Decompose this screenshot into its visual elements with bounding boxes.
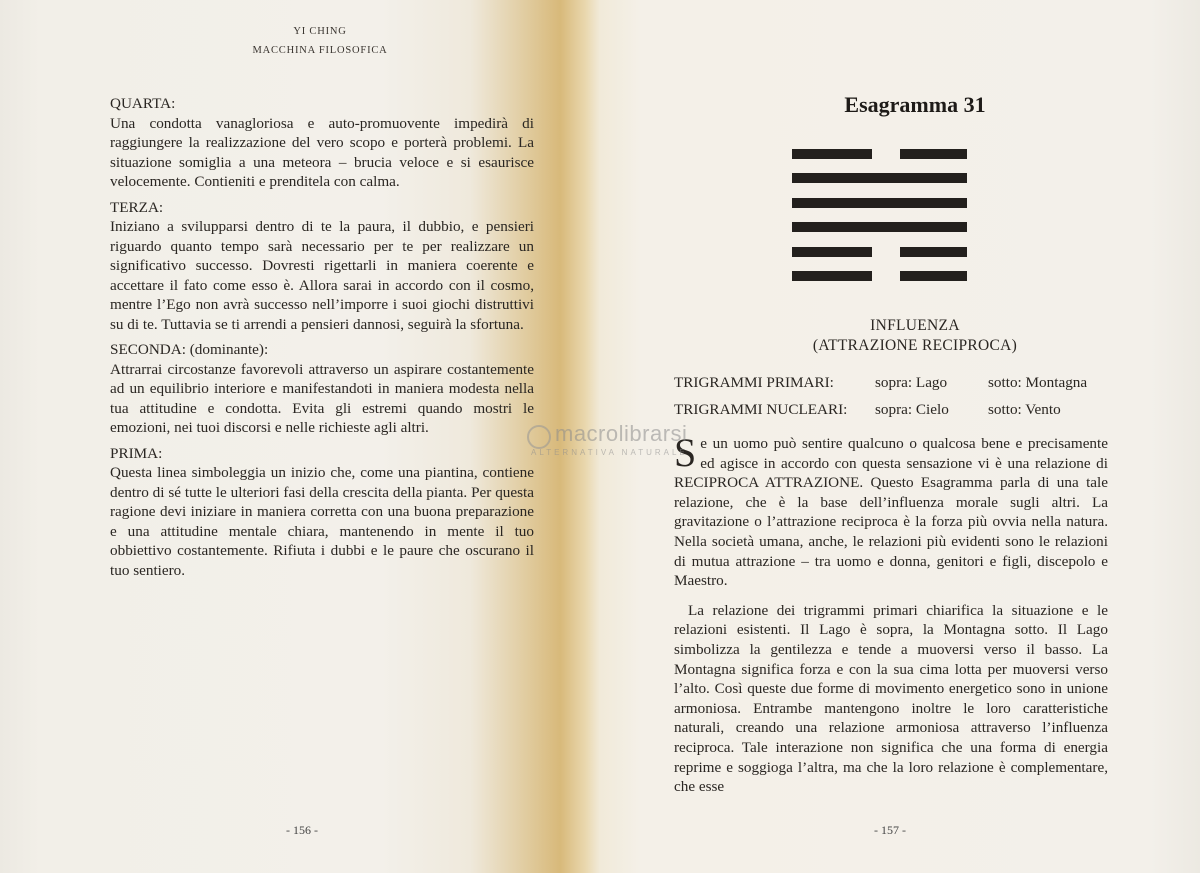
- trigram-table: [674, 369, 1134, 423]
- hexagram-broken-segment: [792, 247, 872, 257]
- page-number-left: - 156 -: [286, 823, 318, 837]
- right-page-body: [674, 430, 1108, 807]
- hexagram-broken-segment: [900, 149, 967, 159]
- hexagram-broken-segment: [792, 271, 872, 281]
- hexagram-solid-segment: [792, 222, 967, 232]
- hexagram-line-solid: [792, 222, 967, 232]
- trigram-above: sopra: Cielo: [875, 401, 949, 418]
- hexagram-solid-segment: [792, 173, 967, 183]
- hexagram-broken-segment: [900, 247, 967, 257]
- section-text: Attrarrai circostanze favorevoli attraverso un aspirare costantemente ad un equilibrio interiore e manifestandoti in maniera modesta nella tua attitudine e condotta. Evita gli estremi quando mostri le emozioni, nei tuoi discorsi e nelle richieste agli altri.: [110, 360, 534, 436]
- hexagram-line-solid: [792, 173, 967, 183]
- section-seconda: [110, 340, 534, 438]
- drop-cap: S: [674, 430, 697, 475]
- hexagram-line-broken: [792, 247, 967, 257]
- section-quarta: [110, 94, 534, 192]
- paragraph-text: e un uomo può sentire qualcuno o qualcosa bene e precisamente ed agisce in accordo con questa sensazione vi è una relazione di RECIPROCA ATTRAZIONE. Questo Esagramma parla di una tale relazione, che è la base dell’influenza morale sugli altri. La gravitazione o l’attrazione reciproca è la forza più ovvia nella natura. Nella società umana, anche, le relazioni più evidenti sono le relazioni di mutua attrazione – tra uomo e donna, genitori e figli, discepolo e Maestro.: [674, 435, 1108, 590]
- hexagram-broken-segment: [900, 271, 967, 281]
- section-label: PRIMA:: [110, 444, 163, 462]
- hexagram-line-broken: [792, 149, 967, 159]
- paragraph-trigrams: La relazione dei trigrammi primari chiarifica la situazione e le relazioni esistenti. Il Lago è sopra, la Montagna sotto. Il Lago simbolizza la gentilezza e tende a muoversi verso il basso. La Montagna significa forza e con la sua cima lotta per muoversi verso l’alto. Così queste due forme di movimento energetico sono in unione armoniosa. Entrambe mantengono inoltre le loro caratteristiche naturali, creando una relazione armoniosa attraverso l’influenza reciproca. Tale interazione non significa che una forma di energia reprime e soggioga l’altra, ma che la loro relazione è complementare, che esse: [674, 601, 1108, 796]
- trigram-below: sotto: Vento: [988, 401, 1061, 418]
- trigram-label: TRIGRAMMI NUCLEARI:: [674, 401, 848, 418]
- trigram-row-nuclear: [674, 396, 1134, 423]
- section-text: Una condotta vanagloriosa e auto-promuovente impedirà di raggiungere la realizzazione del vero scopo e porterà problemi. La situazione somiglia a una meteora – brucia veloce e si esaurisce velocemente. Contieniti e prenditela con calma.: [110, 114, 534, 190]
- running-head: [210, 22, 430, 60]
- trigram-above: sopra: Lago: [875, 374, 948, 391]
- paragraph-intro: [674, 430, 1108, 591]
- hexagram-title: Esagramma 31: [844, 92, 986, 117]
- hexagram-solid-segment: [792, 198, 967, 208]
- section-label: SECONDA: (dominante):: [110, 341, 269, 358]
- left-page-body: [110, 94, 534, 586]
- section-label: TERZA:: [110, 198, 164, 216]
- page-number-right: - 157 -: [874, 823, 906, 837]
- trigram-label: TRIGRAMMI PRIMARI:: [674, 374, 834, 391]
- right-page: [600, 0, 1200, 873]
- hexagram-broken-segment: [792, 149, 872, 159]
- hexagram-line-broken: [792, 271, 967, 281]
- running-head-subtitle: MACCHINA FILOSOFICA: [252, 45, 388, 56]
- running-head-title: YI CHING: [293, 26, 347, 37]
- trigram-below: sotto: Montagna: [988, 374, 1088, 391]
- section-prima: [110, 444, 534, 581]
- section-label: QUARTA:: [110, 95, 176, 112]
- hexagram-line-solid: [792, 198, 967, 208]
- hexagram-figure: [792, 149, 967, 281]
- watermark-text: macrolibrarsi: [555, 421, 688, 446]
- hexagram-name: [740, 316, 1090, 356]
- hexagram-name-sub: (ATTRAZIONE RECIPROCA): [812, 337, 1018, 354]
- trigram-row-primary: [674, 369, 1134, 396]
- section-text: Iniziano a svilupparsi dentro di te la paura, il dubbio, e pensieri riguardo quanto tempo sarà necessario per te per realizzare un significativo successo. Dovresti rigettarli in maniera coerente e accettare il fato come esso è. Allora sarai in accordo con il cosmo, mentre l’Ego non avrà successo nell’imporre i suoi giochi distruttivi su di te. Tuttavia se ti arrendi a pensieri dannosi, seguirà la sfortuna.: [110, 218, 534, 333]
- section-text: Questa linea simboleggia un inizio che, come una piantina, contiene dentro di sé tutte le ulteriori fasi della crescita della pianta. Per questa ragione devi iniziare in maniera corretta con una buona preparazione e una attitudine mentale chiara, mantenendo in mente il tuo obbiettivo costantemente. Rifiuta i dubbi e le paure che oscurano il tuo sentiero.: [110, 464, 534, 579]
- hexagram-name-main: INFLUENZA: [870, 317, 960, 334]
- section-terza: [110, 198, 534, 335]
- watermark-tagline: ALTERNATIVA NATURALE: [531, 448, 688, 457]
